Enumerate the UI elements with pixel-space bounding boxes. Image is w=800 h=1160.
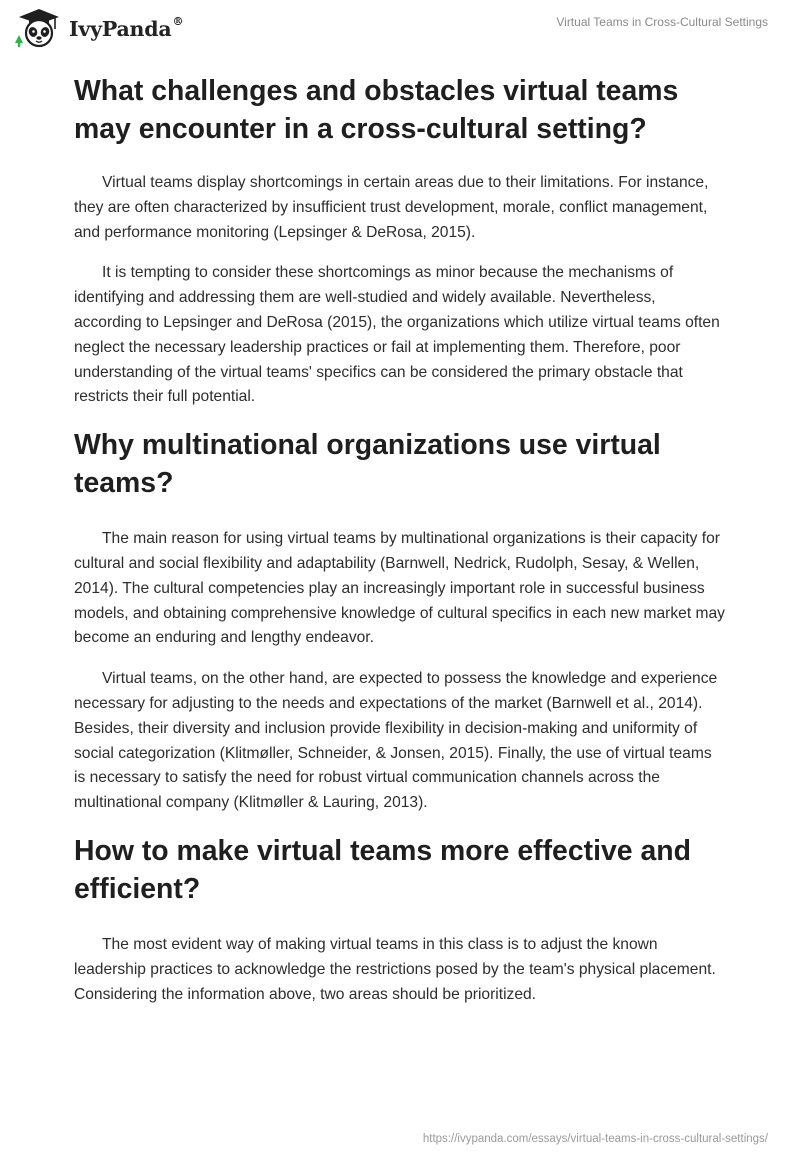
source-url[interactable]: https://ivypanda.com/essays/virtual-teams-in-cross-cultural-settings/ — [422, 1133, 768, 1145]
paragraph: The main reason for using virtual teams by multinational organizations is their capacity for cultural and social flexibility and adaptability (Barnwell, Nedrick, Rudolph, Sesay, & Wellen, 2014). The cultural competencies play an increasingly important role in successful business models, and obtaining comprehensive knowledge of cultural specifics in each new market may become an enduring and lengthy endeavor. — [74, 530, 725, 647]
section-heading: Why multinational organizations use virtual teams? — [74, 429, 661, 500]
brand-name: IvyPanda® — [69, 15, 184, 41]
brand-logo[interactable] — [15, 7, 183, 49]
panda-graduate-icon — [15, 7, 63, 49]
paragraph: The most evident way of making virtual teams in this class is to adjust the known leadership practices to acknowledge the restrictions posed by the team's physical placement. Considering the information above, two areas should be prioritized. — [74, 935, 716, 1003]
paragraph: Virtual teams, on the other hand, are expected to possess the knowledge and experience necessary for adjusting to the needs and expectations of the market (Barnwell et al., 2014). Besides, their diversity and inclusion provide flexibility in decision-making and uniformity of social categorization (Klitmøller, Schneider, & Jonsen, 2015). Finally, the use of virtual teams is necessary to satisfy the need for robust virtual communication channels across the multinational company (Klitmøller & Lauring, 2013). — [74, 670, 718, 812]
page-header — [0, 0, 800, 70]
paragraph: Virtual teams display shortcomings in certain areas due to their limitations. For instance, they are often characterized by insufficient trust development, morale, conflict management, and performance monitoring (Lepsinger & DeRosa, 2015). — [74, 174, 709, 241]
article-body — [74, 72, 726, 1023]
document-title: Virtual Teams in Cross-Cultural Settings — [556, 15, 768, 29]
section-heading: How to make virtual teams more effective and efficient? — [74, 834, 691, 905]
section-heading: What challenges and obstacles virtual teams may encounter in a cross-cultural setting? — [74, 75, 679, 145]
paragraph: It is tempting to consider these shortcomings as minor because the mechanisms of identifying and addressing them are well-studied and widely available. Nevertheless, according to Lepsinger and DeRosa (2015), the organizations which utilize virtual teams often neglect the necessary leadership practices or fail at implementing them. Therefore, poor understanding of the virtual teams' specifics can be considered the primary obstacle that restricts their full potential. — [74, 264, 720, 406]
